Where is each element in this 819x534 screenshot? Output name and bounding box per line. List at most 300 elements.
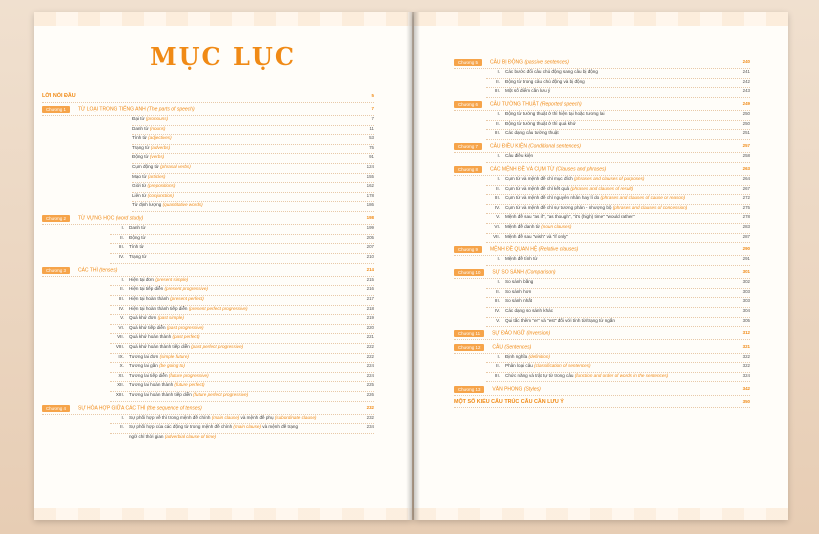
chapter-badge: Chương 7 xyxy=(454,143,482,150)
toc-entry xyxy=(454,101,582,108)
toc-entry xyxy=(110,325,204,330)
chapter-title xyxy=(78,267,117,273)
page-number: 224 xyxy=(366,372,374,378)
toc-entry xyxy=(132,174,165,179)
dotted-leader xyxy=(486,162,750,163)
page-number: 210 xyxy=(366,254,374,259)
toc-entry xyxy=(486,354,550,359)
roman-numeral: I. xyxy=(497,69,500,75)
entry-english: (future perfect) xyxy=(174,382,205,388)
page-number: 7 xyxy=(371,116,374,121)
entry-text: So sánh hơn xyxy=(505,288,532,294)
page-number: 304 xyxy=(742,308,750,313)
toc-entry xyxy=(110,354,189,359)
entry-text: Từ định lượng xyxy=(132,202,163,208)
chapter-title xyxy=(78,405,202,411)
chapter-title-text: SỰ HÒA HỢP GIỮA CÁC THÌ xyxy=(77,405,147,412)
entry-text: Giới từ xyxy=(132,183,148,189)
entry-english: (function and order of words in the sentences) xyxy=(574,372,669,378)
entry-english: (quantitative words) xyxy=(162,202,203,208)
chapter-badge: Chương 4 xyxy=(42,405,70,412)
page-number: 258 xyxy=(742,153,750,159)
entry-text: Danh từ xyxy=(129,225,146,231)
page-number: 124 xyxy=(366,164,374,169)
entry-english: (present simple) xyxy=(155,276,189,282)
toc-entry xyxy=(110,296,204,301)
roman-numeral: IV. xyxy=(118,254,124,259)
dotted-leader xyxy=(42,115,374,116)
entry-english: (noun clauses) xyxy=(541,224,572,229)
top-decoration xyxy=(34,12,412,26)
toc-entry xyxy=(132,126,165,131)
roman-numeral: I. xyxy=(497,111,500,117)
toc-entry xyxy=(110,415,316,420)
roman-numeral: II. xyxy=(496,363,500,369)
roman-numeral: II. xyxy=(496,78,500,84)
entry-text: Các dạng câu tường thuật xyxy=(505,130,559,136)
page-number: 283 xyxy=(742,224,750,229)
entry-text: Mạo từ xyxy=(132,173,148,179)
page-number: 350 xyxy=(742,398,750,404)
chapter-badge: Chương 2 xyxy=(42,215,70,222)
chapter-badge: Chương 6 xyxy=(454,101,482,108)
entry-text: Chức năng và trật tự từ trong câu xyxy=(505,372,575,378)
entry-text: Tương lai đơn xyxy=(129,353,160,359)
chapter-title-text: MỆNH ĐỀ QUAN HỆ xyxy=(489,246,539,253)
chapter-title xyxy=(492,344,531,350)
page-number: 302 xyxy=(742,279,750,285)
chapter-title xyxy=(490,60,569,66)
page-number: 11 xyxy=(369,125,374,131)
page-number: 267 xyxy=(742,185,750,191)
entry-text: Động từ xyxy=(132,154,150,160)
entry-english: (nouns) xyxy=(149,125,166,131)
toc-main-title: LỜI NÓI ĐẦU xyxy=(42,93,76,100)
entry-english: (phrases and clauses of cause or reason) xyxy=(600,195,686,201)
toc-entry xyxy=(42,106,195,113)
dotted-leader xyxy=(110,234,374,235)
entry-english: (phrases and clauses of purposes) xyxy=(573,176,645,181)
chapter-title xyxy=(490,167,606,173)
page-number: 232 xyxy=(366,404,374,410)
toc-entry xyxy=(454,59,569,66)
chapter-title xyxy=(490,247,578,253)
toc-entry xyxy=(454,330,550,337)
toc-entry xyxy=(454,344,531,351)
dotted-leader xyxy=(110,253,374,254)
entry-text: Tương lai hoàn thành tiếp diễn xyxy=(129,392,194,397)
chapter-title-english: (The parts of speech) xyxy=(147,106,195,113)
entry-text: Tương lai gần xyxy=(129,363,160,369)
entry-english: (simple future) xyxy=(159,353,189,359)
roman-numeral: I. xyxy=(121,276,124,282)
chapter-title-text: CÂU BỊ ĐỘNG xyxy=(489,59,525,66)
dotted-leader xyxy=(454,339,750,340)
page-number: 322 xyxy=(742,353,750,359)
roman-numeral: III. xyxy=(494,372,500,378)
dotted-leader xyxy=(110,401,374,402)
entry-english: (definition) xyxy=(528,353,550,359)
toc-entry xyxy=(486,279,533,284)
roman-numeral: IV. xyxy=(118,305,124,311)
roman-numeral: XI. xyxy=(118,372,124,378)
page-number: 224 xyxy=(366,363,374,369)
dotted-leader xyxy=(132,173,374,174)
page-number: 234 xyxy=(366,424,374,430)
page-number: 342 xyxy=(742,385,750,391)
toc-entry xyxy=(110,277,188,282)
toc-entry xyxy=(42,215,143,222)
chapter-title-english: (passive sentences) xyxy=(524,59,569,66)
page-number: 301 xyxy=(742,269,750,275)
entry-text: Động từ trong câu chủ động và bị động xyxy=(505,78,585,84)
dotted-leader xyxy=(110,243,374,244)
page-number: 215 xyxy=(366,276,374,282)
toc-entry xyxy=(486,289,531,294)
entry-english: (past progressive) xyxy=(166,324,204,330)
toc-entry xyxy=(486,69,598,74)
page-number: 91 xyxy=(369,154,374,160)
toc-entry xyxy=(454,269,556,276)
roman-numeral: III. xyxy=(494,88,500,94)
toc-entry xyxy=(110,306,248,311)
toc-entry xyxy=(110,363,185,368)
entry-text: Hiện tại hoàn thành tiếp diễn xyxy=(129,305,189,311)
page-number: 221 xyxy=(366,334,374,340)
toc-entry xyxy=(486,308,553,313)
right-page xyxy=(414,12,788,520)
page-number: 199 xyxy=(366,225,374,231)
page-number: 232 xyxy=(366,414,374,420)
entry-text: Cụm từ và mệnh đề chỉ mục đích xyxy=(505,176,574,181)
left-page xyxy=(34,12,412,520)
chapter-title-text: CÂU TƯỜNG THUẬT xyxy=(489,101,541,108)
entry-text-cont: và mệnh đề trạng xyxy=(261,424,299,430)
toc-entry xyxy=(132,145,170,150)
entry-english: (present perfect progressive) xyxy=(188,305,248,311)
page-number: 240 xyxy=(742,59,750,65)
page-number: 257 xyxy=(742,143,750,149)
roman-numeral: II. xyxy=(120,286,124,292)
toc-entry xyxy=(486,363,591,368)
toc-entry xyxy=(132,164,191,169)
roman-numeral: XII. xyxy=(117,382,124,388)
toc-main-title: MỘT SỐ KIỂU CẤU TRÚC CÂU CẦN LƯU Ý xyxy=(454,398,564,405)
entry-text: ngữ chỉ thời gian xyxy=(129,434,165,439)
entry-text: Sự phối hợp về thì trong mệnh đề chính xyxy=(129,414,212,420)
chapter-badge: Chương 8 xyxy=(454,166,482,173)
toc-entry xyxy=(454,166,606,173)
toc-entry xyxy=(454,246,578,253)
toc-entry xyxy=(110,344,243,349)
entry-english: (present perfect) xyxy=(170,296,204,301)
chapter-title-text: SỰ ĐẢO NGỮ xyxy=(492,330,527,337)
page-number: 222 xyxy=(366,353,374,359)
toc-entry xyxy=(110,392,248,397)
page-number: 250 xyxy=(742,120,750,126)
dotted-leader xyxy=(486,139,750,140)
page-number: 278 xyxy=(742,214,750,220)
chapter-title-text: CÁC MỆNH ĐỀ VÀ CỤM TỪ xyxy=(489,166,556,173)
entry-text: Phân loại câu xyxy=(505,363,535,369)
roman-numeral: II. xyxy=(496,288,500,294)
toc-entry xyxy=(110,334,200,339)
page-number: 218 xyxy=(366,305,374,311)
toc-entry xyxy=(454,386,541,393)
dotted-leader xyxy=(454,407,750,408)
toc-entry xyxy=(110,225,146,230)
entry-text: Trạng từ xyxy=(129,254,147,259)
toc-entry xyxy=(486,79,585,84)
roman-numeral: VII. xyxy=(117,334,124,340)
toc-entry xyxy=(110,235,146,240)
toc-entry xyxy=(129,434,216,439)
chapter-title xyxy=(492,331,550,337)
chapter-title xyxy=(78,216,143,222)
page-number: 275 xyxy=(742,204,750,210)
chapter-title-english: (Styles) xyxy=(523,386,541,393)
entry-english: (adjectives) xyxy=(148,135,172,141)
entry-text: Qui tắc thêm "er" và "est" đối với tính từ/trạng từ ngắn xyxy=(505,317,615,323)
roman-numeral: III. xyxy=(494,195,500,201)
roman-numeral: VI. xyxy=(494,224,500,229)
page-number: 214 xyxy=(366,266,374,272)
roman-numeral: III. xyxy=(494,298,500,304)
dotted-leader xyxy=(486,326,750,327)
chapter-badge: Chương 11 xyxy=(454,330,484,337)
entry-text: Quá khứ hoàn thành tiếp diễn xyxy=(129,344,192,349)
page-number: 217 xyxy=(366,296,374,301)
page-number: 272 xyxy=(742,195,750,201)
toc-entry xyxy=(110,382,205,387)
toc-entry xyxy=(486,153,533,158)
toc-entry xyxy=(486,186,633,191)
entry-text: Sự phối hợp của các động từ trong mệnh đề chính xyxy=(129,424,234,430)
chapter-title-english: (Sentences) xyxy=(504,344,532,351)
roman-numeral: IV. xyxy=(494,204,500,210)
entry-text: Hiện tại đơn xyxy=(129,276,156,282)
chapter-badge: Chương 3 xyxy=(42,267,70,274)
roman-numeral: X. xyxy=(119,363,124,369)
top-decoration xyxy=(414,12,788,26)
toc-entry xyxy=(486,205,687,210)
chapter-title-text: TỪ LOẠI TRONG TIẾNG ANH xyxy=(77,106,148,113)
chapter-title-text: SỰ SO SÁNH xyxy=(492,269,526,276)
chapter-title-english: (the sequence of tenses) xyxy=(146,405,202,412)
page-number: 249 xyxy=(742,101,750,107)
entry-text: Mệnh đề sau "as if", "as though", "it's (high) time" "would rather" xyxy=(505,214,635,220)
page-number: 291 xyxy=(742,256,750,262)
dotted-leader xyxy=(454,395,750,396)
toc-entry xyxy=(486,234,568,239)
page-number: 290 xyxy=(742,246,750,252)
toc-entry xyxy=(132,202,203,207)
entry-text: Cụm từ và mệnh đề chỉ kết quả xyxy=(505,185,571,191)
entry-text: Mệnh đề sau "wish" và "if only" xyxy=(505,233,568,239)
page-number: 287 xyxy=(742,233,750,239)
toc-entry xyxy=(132,135,172,140)
entry-text: Liên từ xyxy=(132,192,148,198)
book-spine xyxy=(406,12,420,520)
roman-numeral: II. xyxy=(120,234,124,240)
page-number: 226 xyxy=(366,392,374,397)
page-number: 220 xyxy=(366,324,374,330)
chapter-title-text: CÂU ĐIỀU KIỆN xyxy=(489,143,529,150)
toc-entry xyxy=(486,111,604,116)
entry-text: Trạng từ xyxy=(132,144,151,150)
toc-entry xyxy=(486,256,537,261)
entry-english: (articles) xyxy=(147,173,166,179)
entry-text: Các dạng so sánh khác xyxy=(505,308,554,313)
page-number: 219 xyxy=(366,315,374,321)
dotted-leader xyxy=(42,276,374,277)
page-number: 251 xyxy=(742,130,750,136)
chapter-badge: Chương 5 xyxy=(454,59,482,66)
entry-text: Câu điều kiện xyxy=(505,153,534,159)
chapter-title-text: TỪ VỰNG HỌC xyxy=(77,215,116,222)
roman-numeral: V. xyxy=(496,317,500,323)
page-number: 5 xyxy=(371,93,374,99)
toc-entry xyxy=(132,154,164,159)
dotted-leader xyxy=(132,153,374,154)
roman-numeral: I. xyxy=(497,279,500,285)
entry-english: (past perfect progressive) xyxy=(191,344,244,349)
toc-entry xyxy=(110,315,184,320)
entry-text: Quá khứ tiếp diễn xyxy=(129,324,167,330)
toc-entry xyxy=(110,424,298,429)
entry-text-cont: và mệnh đề phụ xyxy=(239,414,275,420)
entry-english: (phrases and clauses of result) xyxy=(570,185,634,191)
entry-text: Cụm từ và mệnh đề chỉ nguyên nhân hay lí do xyxy=(505,195,601,201)
page-number: 241 xyxy=(742,69,750,75)
roman-numeral: III. xyxy=(118,296,124,301)
chapter-title xyxy=(492,270,555,276)
toc-entry xyxy=(132,116,168,121)
entry-english: (pronouns) xyxy=(145,116,169,121)
roman-numeral: I. xyxy=(497,256,500,262)
entry-text: So sánh bằng xyxy=(505,279,534,285)
roman-numeral: VIII. xyxy=(115,344,124,349)
roman-numeral: I. xyxy=(121,414,124,420)
chapter-title-english: (tenses) xyxy=(99,267,118,274)
entry-english: (main clause) xyxy=(211,414,240,420)
toc-entry xyxy=(486,130,559,135)
dotted-leader xyxy=(486,97,750,98)
roman-numeral: VII. xyxy=(493,233,500,239)
toc-entry xyxy=(454,143,581,150)
roman-numeral: IX. xyxy=(118,353,124,359)
chapter-title-english: (Inversion) xyxy=(526,330,551,337)
entry-text: Quá khứ đơn xyxy=(129,315,158,321)
roman-numeral: IV. xyxy=(494,308,500,313)
page-number: 250 xyxy=(742,111,750,117)
chapter-title xyxy=(490,144,581,150)
entry-text: Tương lai tiếp diễn xyxy=(129,372,169,378)
entry-text: Tương lai hoàn thành xyxy=(129,382,175,388)
entry-text: So sánh nhất xyxy=(505,298,533,304)
page-number: 322 xyxy=(742,363,750,369)
entry-text: Cụm từ và mệnh đề chỉ sự tương phản - nhượng bộ xyxy=(505,204,613,210)
chapter-title-text: CÁC THÌ xyxy=(77,267,100,274)
roman-numeral: XIII. xyxy=(115,392,124,397)
roman-numeral: I. xyxy=(497,153,500,159)
entry-text: Mệnh đề tính từ xyxy=(505,256,538,262)
chapter-badge: Chương 1 xyxy=(42,106,70,113)
roman-numeral: I. xyxy=(497,353,500,359)
page-number: 207 xyxy=(366,244,374,250)
page-number: 305 xyxy=(742,317,750,323)
entry-english: (adverbs) xyxy=(150,144,171,150)
page-number: 264 xyxy=(742,176,750,181)
dotted-leader xyxy=(42,102,374,103)
entry-english: (verbs) xyxy=(149,154,165,160)
entry-text: Quá khứ hoàn thành xyxy=(129,334,173,340)
toc-entry xyxy=(454,399,564,405)
roman-numeral: VI. xyxy=(118,324,124,330)
entry-text: Tính từ xyxy=(129,244,144,250)
entry-text: Một số điểm cần lưu ý xyxy=(505,88,551,94)
toc-entry xyxy=(42,405,202,412)
page-number: 263 xyxy=(742,166,750,171)
page-number: 303 xyxy=(742,298,750,304)
toc-entry xyxy=(486,121,576,126)
page-number: 242 xyxy=(742,78,750,84)
page-number: 205 xyxy=(366,234,374,240)
page-number: 186 xyxy=(366,202,374,208)
chapter-badge: Chương 10 xyxy=(454,269,484,276)
toc-entry xyxy=(132,193,174,198)
toc-entry xyxy=(486,224,571,229)
page-number: 303 xyxy=(742,288,750,294)
chapter-badge: Chương 12 xyxy=(454,344,484,351)
roman-numeral: II. xyxy=(496,185,500,191)
toc-entry xyxy=(486,214,635,219)
dotted-leader xyxy=(486,381,750,382)
chapter-title-english: (Conditional sentences) xyxy=(528,143,581,150)
page-number: 243 xyxy=(742,88,750,94)
chapter-title-text: CÂU xyxy=(492,344,505,351)
toc-entry xyxy=(486,373,668,378)
page-number: 7 xyxy=(371,106,374,111)
dotted-leader xyxy=(132,125,374,126)
toc-entry xyxy=(132,183,175,188)
entry-english: (classification of sentences) xyxy=(534,363,591,369)
entry-english: (phrases and clauses of concession) xyxy=(612,204,688,210)
dotted-leader xyxy=(110,263,374,264)
page-number: 155 xyxy=(366,173,374,179)
toc-entry xyxy=(110,254,146,259)
chapter-badge: Chương 9 xyxy=(454,246,482,253)
entry-text: Hiện tại hoàn thành xyxy=(129,296,171,301)
bottom-decoration xyxy=(414,508,788,520)
chapter-title-english: (Comparison) xyxy=(525,269,556,276)
toc-entry xyxy=(486,195,685,200)
page-number: 222 xyxy=(366,344,374,349)
roman-numeral: III. xyxy=(118,244,124,250)
entry-english: (present progressive) xyxy=(164,286,208,292)
roman-numeral: V. xyxy=(496,214,500,220)
page-number: 324 xyxy=(742,372,750,378)
page-number: 198 xyxy=(366,215,374,221)
entry-text: Tính từ xyxy=(132,135,149,141)
entry-english: (future perfect progressive) xyxy=(193,392,249,397)
chapter-title-english: (Relative clauses) xyxy=(538,246,579,253)
chapter-title xyxy=(490,102,582,108)
chapter-title-english: (Clauses and phrases) xyxy=(555,166,607,173)
page-number: 162 xyxy=(366,183,374,189)
page-title: MỤC LỤC xyxy=(150,42,296,71)
entry-text: Động từ tường thuật ở thì quá khứ xyxy=(505,120,576,126)
